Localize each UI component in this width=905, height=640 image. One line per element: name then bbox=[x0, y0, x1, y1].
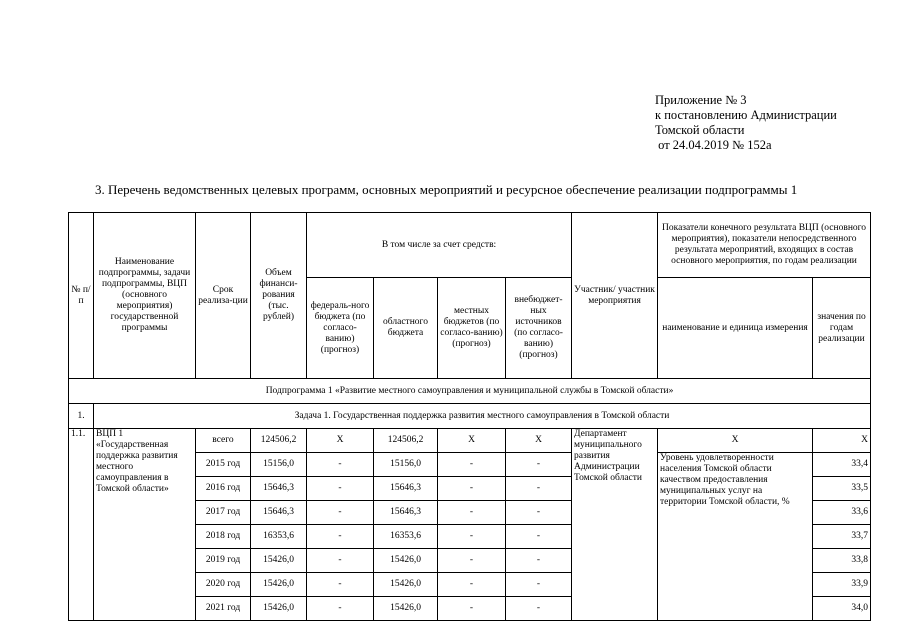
appendix-line-4: от 24.04.2019 № 152а bbox=[655, 138, 772, 152]
local-cell: - bbox=[438, 549, 506, 573]
volume-cell: 15156,0 bbox=[251, 453, 307, 477]
indicator-value-cell: 33,7 bbox=[813, 525, 871, 549]
indicator-value-cell: X bbox=[813, 429, 871, 453]
appendix-line-2: к постановлению Администрации bbox=[655, 108, 837, 122]
extra-cell: - bbox=[506, 501, 572, 525]
federal-cell: X bbox=[307, 429, 374, 453]
indicator-value-cell: 34,0 bbox=[813, 597, 871, 621]
regional-cell: 15426,0 bbox=[374, 597, 438, 621]
appendix-line-1: Приложение № 3 bbox=[655, 93, 747, 107]
indicator-value-cell: 33,5 bbox=[813, 477, 871, 501]
appendix-block bbox=[655, 93, 837, 153]
program-table bbox=[68, 212, 871, 621]
header-indicator-name: наименование и единица измерения bbox=[658, 278, 813, 379]
indicator-value-cell: 33,8 bbox=[813, 549, 871, 573]
regional-cell: 15646,3 bbox=[374, 501, 438, 525]
extra-cell: - bbox=[506, 453, 572, 477]
header-local: местных бюджетов (по согласо-ванию) (прогноз) bbox=[438, 278, 506, 379]
indicator-value-cell: 33,6 bbox=[813, 501, 871, 525]
regional-cell: 15426,0 bbox=[374, 573, 438, 597]
regional-cell: 124506,2 bbox=[374, 429, 438, 453]
header-participant: Участник/ участник мероприятия bbox=[572, 213, 658, 379]
page-title: 3. Перечень ведомственных целевых программ, основных мероприятий и ресурсное обеспечение реализации подпрограммы 1 bbox=[95, 182, 798, 197]
volume-cell: 15426,0 bbox=[251, 549, 307, 573]
extra-cell: - bbox=[506, 477, 572, 501]
header-sources: В том числе за счет средств: bbox=[307, 213, 572, 278]
indicator-value-cell: 33,4 bbox=[813, 453, 871, 477]
regional-cell: 15426,0 bbox=[374, 549, 438, 573]
extra-cell: - bbox=[506, 573, 572, 597]
regional-cell: 15646,3 bbox=[374, 477, 438, 501]
table-row bbox=[69, 429, 871, 453]
federal-cell: - bbox=[307, 573, 374, 597]
header-name: Наименование подпрограммы, задачи подпрограммы, ВЦП (основного мероприятия) государственной программы bbox=[94, 213, 196, 379]
subprogram-row: Подпрограмма 1 «Развитие местного самоуправления и муниципальной службы в Томской области» bbox=[69, 379, 871, 404]
federal-cell: - bbox=[307, 549, 374, 573]
federal-cell: - bbox=[307, 501, 374, 525]
volume-cell: 15426,0 bbox=[251, 597, 307, 621]
task-row: Задача 1. Государственная поддержка развития местного самоуправления в Томской области bbox=[94, 404, 871, 429]
header-num: № п/п bbox=[69, 213, 94, 379]
vcp-num: 1.1. bbox=[69, 429, 94, 621]
federal-cell: - bbox=[307, 453, 374, 477]
volume-cell: 124506,2 bbox=[251, 429, 307, 453]
header-volume: Объем финанси-рования (тыс. рублей) bbox=[251, 213, 307, 379]
task-num: 1. bbox=[69, 404, 94, 429]
extra-cell: - bbox=[506, 549, 572, 573]
term-cell: 2015 год bbox=[196, 453, 251, 477]
local-cell: - bbox=[438, 453, 506, 477]
vcp-participant: Департамент муниципального развития Администрации Томской области bbox=[572, 429, 658, 621]
header-regional: областного бюджета bbox=[374, 278, 438, 379]
federal-cell: - bbox=[307, 597, 374, 621]
local-cell: X bbox=[438, 429, 506, 453]
indicator-x: X bbox=[658, 429, 813, 453]
term-cell: 2019 год bbox=[196, 549, 251, 573]
term-cell: 2018 год bbox=[196, 525, 251, 549]
term-cell: 2020 год bbox=[196, 573, 251, 597]
volume-cell: 15646,3 bbox=[251, 477, 307, 501]
header-indicator-values: значения по годам реализации bbox=[813, 278, 871, 379]
local-cell: - bbox=[438, 573, 506, 597]
header-extra: внебюджет-ных источников (по согласо-ванию) (прогноз) bbox=[506, 278, 572, 379]
header-term: Срок реализа-ции bbox=[196, 213, 251, 379]
volume-cell: 16353,6 bbox=[251, 525, 307, 549]
volume-cell: 15426,0 bbox=[251, 573, 307, 597]
local-cell: - bbox=[438, 525, 506, 549]
indicator-value-cell: 33,9 bbox=[813, 573, 871, 597]
header-federal: федераль-ного бюджета (по согласо-ванию) (прогноз) bbox=[307, 278, 374, 379]
term-cell: 2017 год bbox=[196, 501, 251, 525]
extra-cell: - bbox=[506, 597, 572, 621]
vcp-name: ВЦП 1 «Государственная поддержка развития местного самоуправления в Томской области» bbox=[94, 429, 196, 621]
local-cell: - bbox=[438, 597, 506, 621]
local-cell: - bbox=[438, 501, 506, 525]
federal-cell: - bbox=[307, 477, 374, 501]
regional-cell: 16353,6 bbox=[374, 525, 438, 549]
term-cell: всего bbox=[196, 429, 251, 453]
local-cell: - bbox=[438, 477, 506, 501]
header-indicators: Показатели конечного результата ВЦП (основного мероприятия), показатели непосредственного результата мероприятий, входящих в состав основного мероприятия, по годам реализации bbox=[658, 213, 871, 278]
appendix-line-3: Томской области bbox=[655, 123, 745, 137]
regional-cell: 15156,0 bbox=[374, 453, 438, 477]
extra-cell: - bbox=[506, 525, 572, 549]
indicator-name: Уровень удовлетворенности населения Томской области качеством предоставления муниципальных услуг на территории Томской области, % bbox=[658, 453, 813, 621]
term-cell: 2021 год bbox=[196, 597, 251, 621]
extra-cell: X bbox=[506, 429, 572, 453]
federal-cell: - bbox=[307, 525, 374, 549]
term-cell: 2016 год bbox=[196, 477, 251, 501]
volume-cell: 15646,3 bbox=[251, 501, 307, 525]
